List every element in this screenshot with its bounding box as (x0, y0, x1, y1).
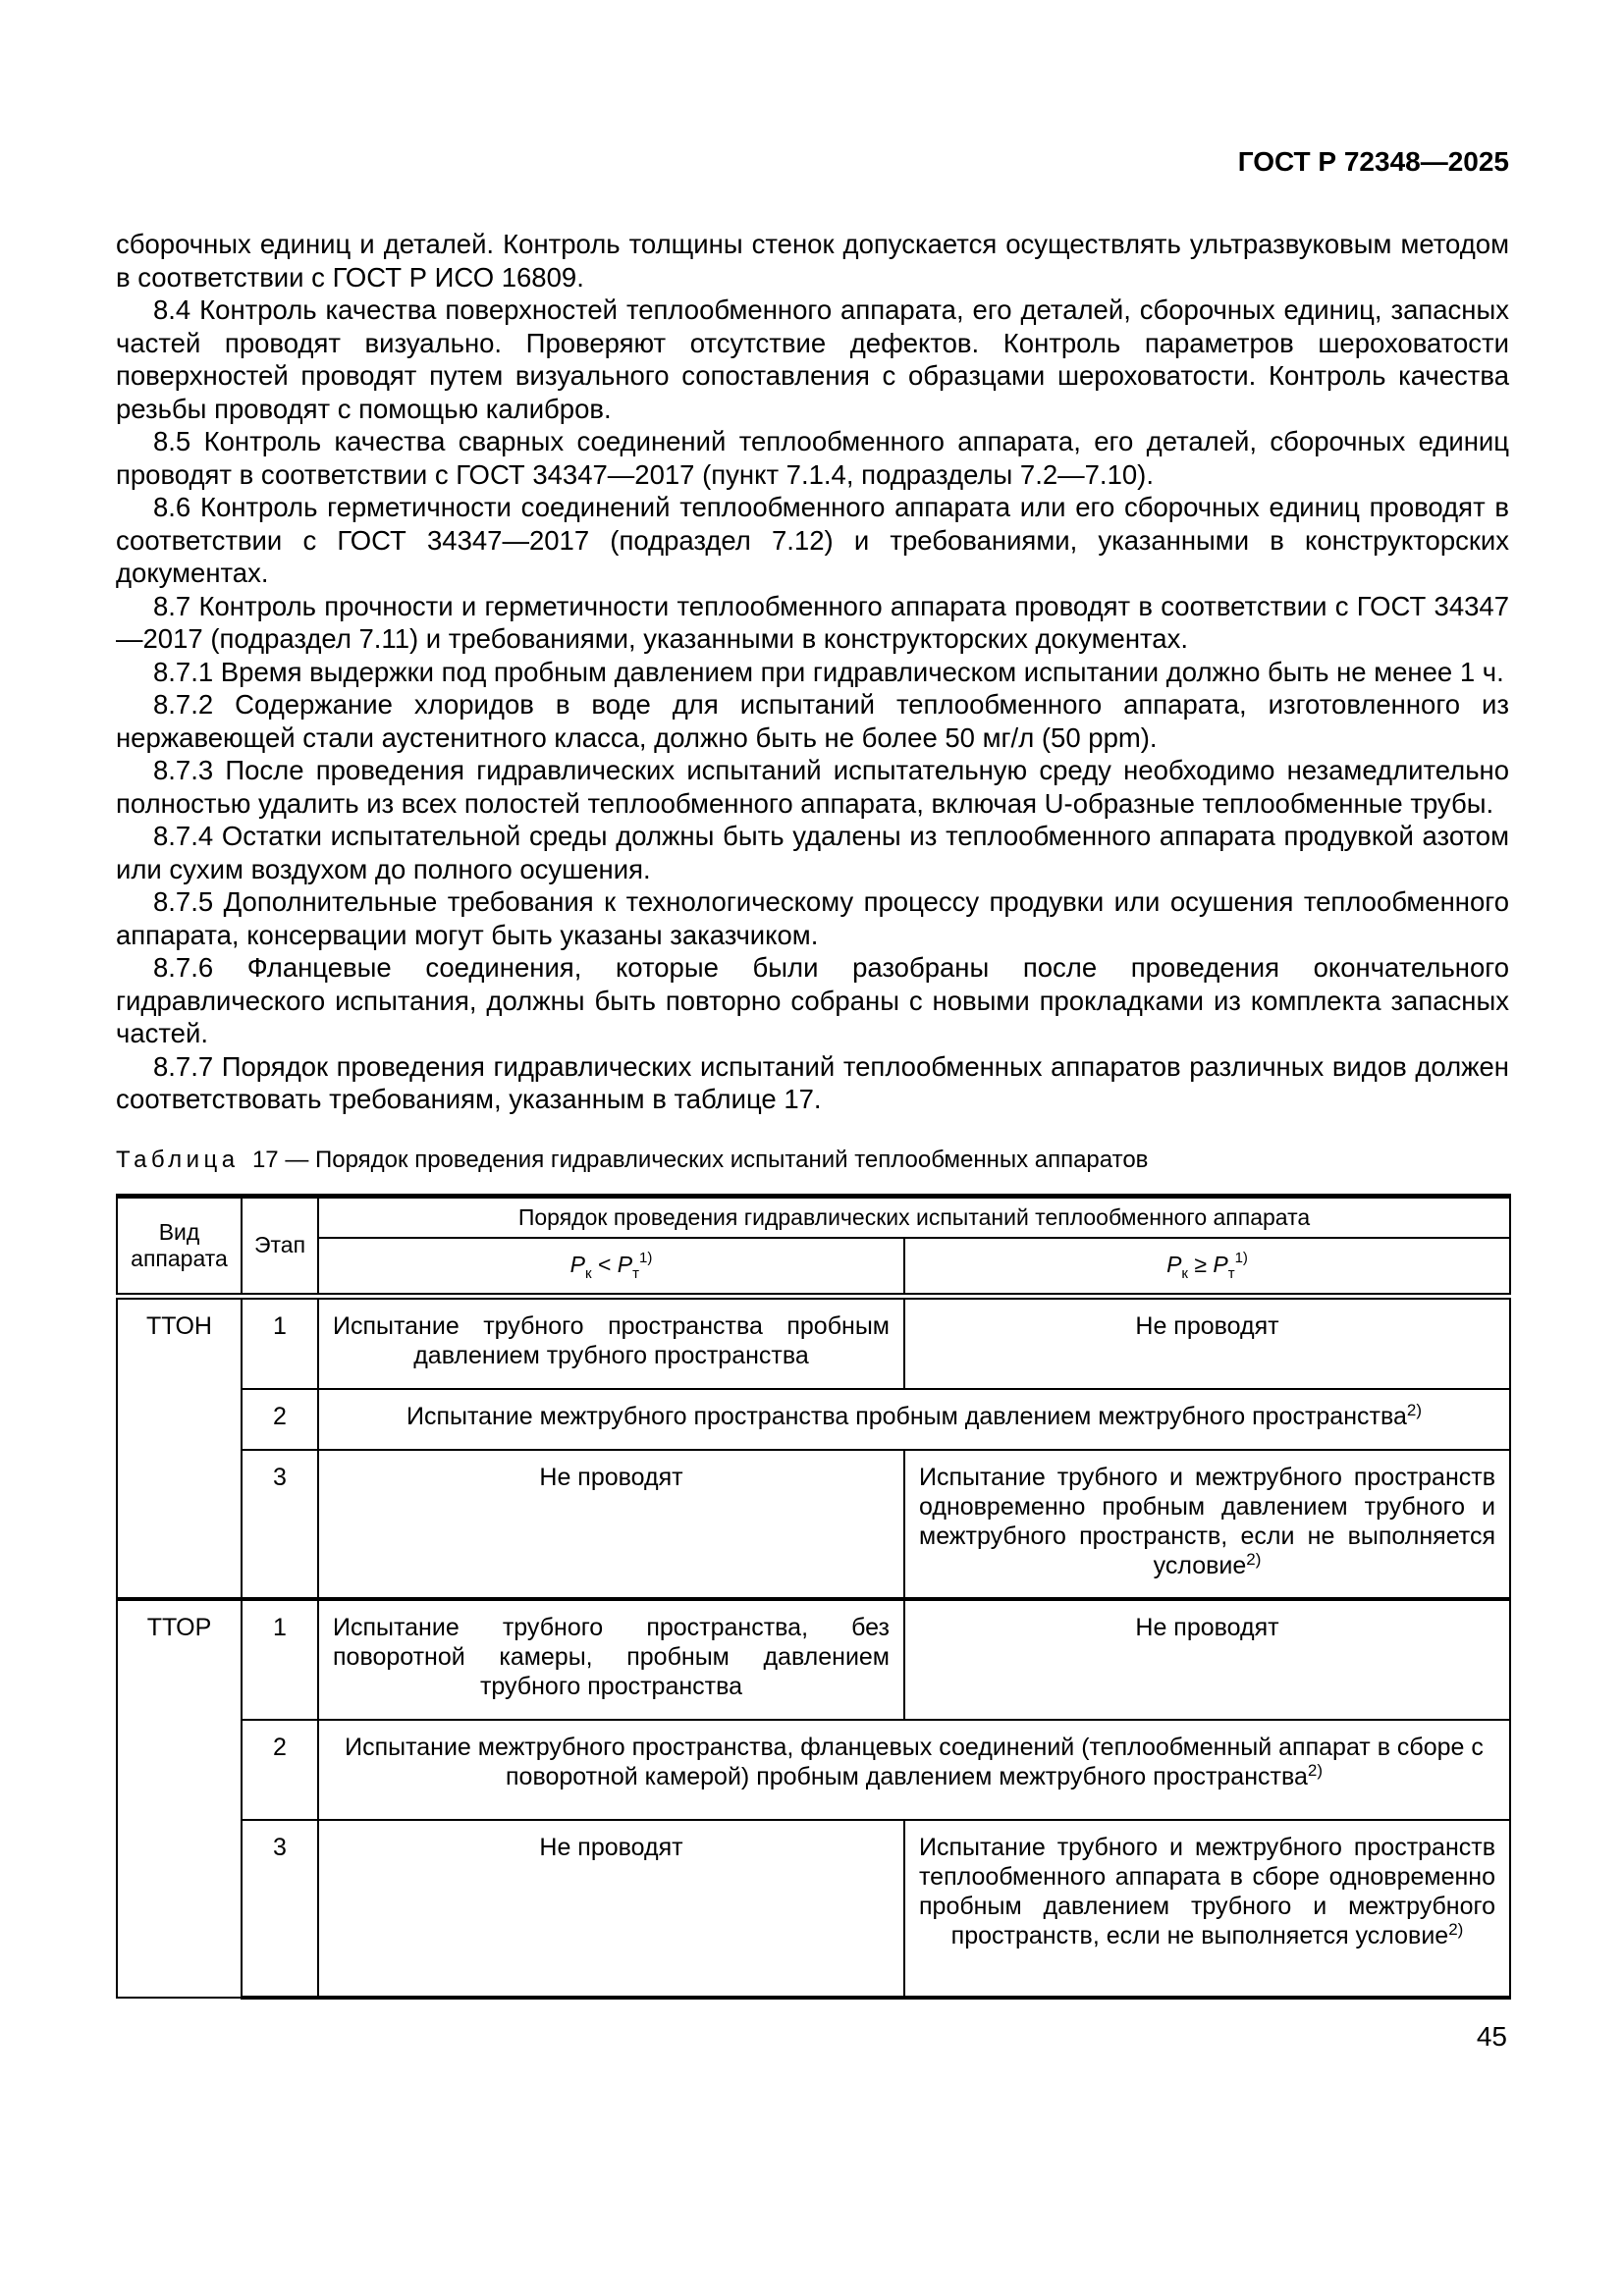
table-row (117, 1720, 1510, 1820)
cell-test-lt: Испытание трубного пространства пробным давлением трубного пространства (318, 1296, 904, 1389)
cell-apparatus-type: ТТОН (117, 1296, 242, 1599)
table-row (117, 1820, 1510, 1998)
paragraph: 8.5 Контроль качества сварных соединений теплообменного аппарата, его деталей, сборочных единиц проводят в соответствии с ГОСТ 34347—2017 (пункт 7.1.4, подразделы 7.2—7.10). (116, 426, 1509, 490)
cell-test-span: Испытание межтрубного пространства, фланцевых соединений (теплообменный аппарат в сборе с поворотной камерой) пробным давлением межтрубного пространства$^{2)}$ (318, 1720, 1510, 1820)
cell-stage: 2 (242, 1720, 318, 1820)
doc-number: ГОСТ Р 72348—2025 (1237, 146, 1509, 177)
table-caption-number: 17 (251, 1146, 279, 1173)
page-content (116, 147, 1509, 2053)
paragraph: 8.7.2 Содержание хлоридов в воде для испытаний теплообменного аппарата, изготовленного из нержавеющей стали аустенитного класса, должно быть не более 50 мг/л (50 ppm). (116, 689, 1509, 753)
table-row (117, 1450, 1510, 1599)
footnote-marker: 2) (1246, 1550, 1262, 1569)
paragraph: сборочных единиц и деталей. Контроль толщины стенок допускается осуществлять ультразвуковым методом в соответствии с ГОСТ Р ИСО 16809. (116, 229, 1509, 293)
cell-stage: 3 (242, 1820, 318, 1998)
paragraph: 8.7.5 Дополнительные требования к технологическому процессу продувки или осушения теплообменного аппарата, консервации могут быть указаны заказчиком. (116, 886, 1509, 950)
cell-apparatus-type: ТТОР (117, 1599, 242, 1998)
paragraph: 8.7.4 Остатки испытательной среды должны быть удалены из теплообменного аппарата продувкой азотом или сухим воздухом до полного осушения. (116, 821, 1509, 884)
table-caption (116, 1146, 1509, 1174)
table-row (117, 1599, 1510, 1720)
table-caption-dash: — (285, 1146, 309, 1173)
col-header-condition-pk-ge-pt: $P_к \ge P_т^{1)}$ (904, 1238, 1510, 1297)
page-number: 45 (1476, 2021, 1507, 2052)
footnote-marker: 2) (1448, 1920, 1464, 1939)
cell-stage: 3 (242, 1450, 318, 1599)
cell-test-span: Испытание межтрубного пространства пробным давлением межтрубного пространства$^{2)}$ (318, 1389, 1510, 1450)
footnote-marker: 2) (1406, 1401, 1422, 1419)
paragraph: 8.7 Контроль прочности и герметичности теплообменного аппарата проводят в соответствии с ГОСТ 34347—2017 (подраздел 7.11) и требованиями, указанными в конструкторских документах. (116, 590, 1509, 654)
table-caption-label: Таблица (116, 1146, 240, 1173)
paragraph: 8.7.3 После проведения гидравлических испытаний испытательную среду необходимо незамедлительно полностью удалить из всех полостей теплообменного аппарата, включая U-образные теплообменные трубы. (116, 755, 1509, 819)
paragraph: 8.4 Контроль качества поверхностей теплообменного аппарата, его деталей, сборочных единиц, запасных частей проводят визуально. Проверяют отсутствие дефектов. Контроль параметров шероховатости поверхностей проводят путем визуального сопоставления с образцами шероховатости. Контроль качества резьбы проводят с помощью калибров. (116, 294, 1509, 424)
cell-test-ge: Не проводят (904, 1296, 1510, 1389)
col-header-condition-pk-lt-pt: $P_к < P_т^{1)}$ (318, 1238, 904, 1297)
paragraph: 8.6 Контроль герметичности соединений теплообменного аппарата или его сборочных единиц проводят в соответствии с ГОСТ 34347—2017 (подраздел 7.12) и требованиями, указанными в конструкторских документах. (116, 492, 1509, 588)
table-row (117, 1389, 1510, 1450)
footnote-marker: 2) (1307, 1761, 1323, 1780)
paragraph: 8.7.6 Фланцевые соединения, которые были разобраны после проведения окончательного гидравлического испытания, должны быть повторно собраны с новыми прокладками из комплекта запасных частей. (116, 952, 1509, 1048)
table-row (117, 1296, 1510, 1389)
col-header-apparatus-type: Вид аппарата (117, 1196, 242, 1296)
cell-test-lt: Испытание трубного пространства, без поворотной камеры, пробным давлением трубного пространства (318, 1599, 904, 1720)
cell-stage: 1 (242, 1296, 318, 1389)
col-header-stage: Этап (242, 1196, 318, 1296)
cell-test-ge: Не проводят (904, 1599, 1510, 1720)
hydraulic-test-table (116, 1194, 1511, 2001)
cell-stage: 1 (242, 1599, 318, 1720)
table-caption-text: Порядок проведения гидравлических испытаний теплообменных аппаратов (315, 1146, 1149, 1173)
col-header-test-order: Порядок проведения гидравлических испытаний теплообменного аппарата (318, 1196, 1510, 1238)
cell-stage: 2 (242, 1389, 318, 1450)
cell-test-lt: Не проводят (318, 1820, 904, 1998)
cell-test-lt: Не проводят (318, 1450, 904, 1599)
paragraph: 8.7.1 Время выдержки под пробным давлением при гидравлическом испытании должно быть не менее 1 ч. (153, 656, 1504, 687)
paragraph: 8.7.7 Порядок проведения гидравлических испытаний теплообменных аппаратов различных видов должен соответствовать требованиям, указанным в таблице 17. (116, 1050, 1509, 1114)
cell-test-ge: Испытание трубного и межтрубного пространств одновременно пробным давлением трубного и межтрубного пространств, если не выполняется условие$^{2)}$ (904, 1450, 1510, 1599)
cell-test-ge: Испытание трубного и межтрубного пространств теплообменного аппарата в сборе одновременно пробным давлением трубного и межтрубного пространств, если не выполняется условие$^{2)}$ (904, 1820, 1510, 1998)
